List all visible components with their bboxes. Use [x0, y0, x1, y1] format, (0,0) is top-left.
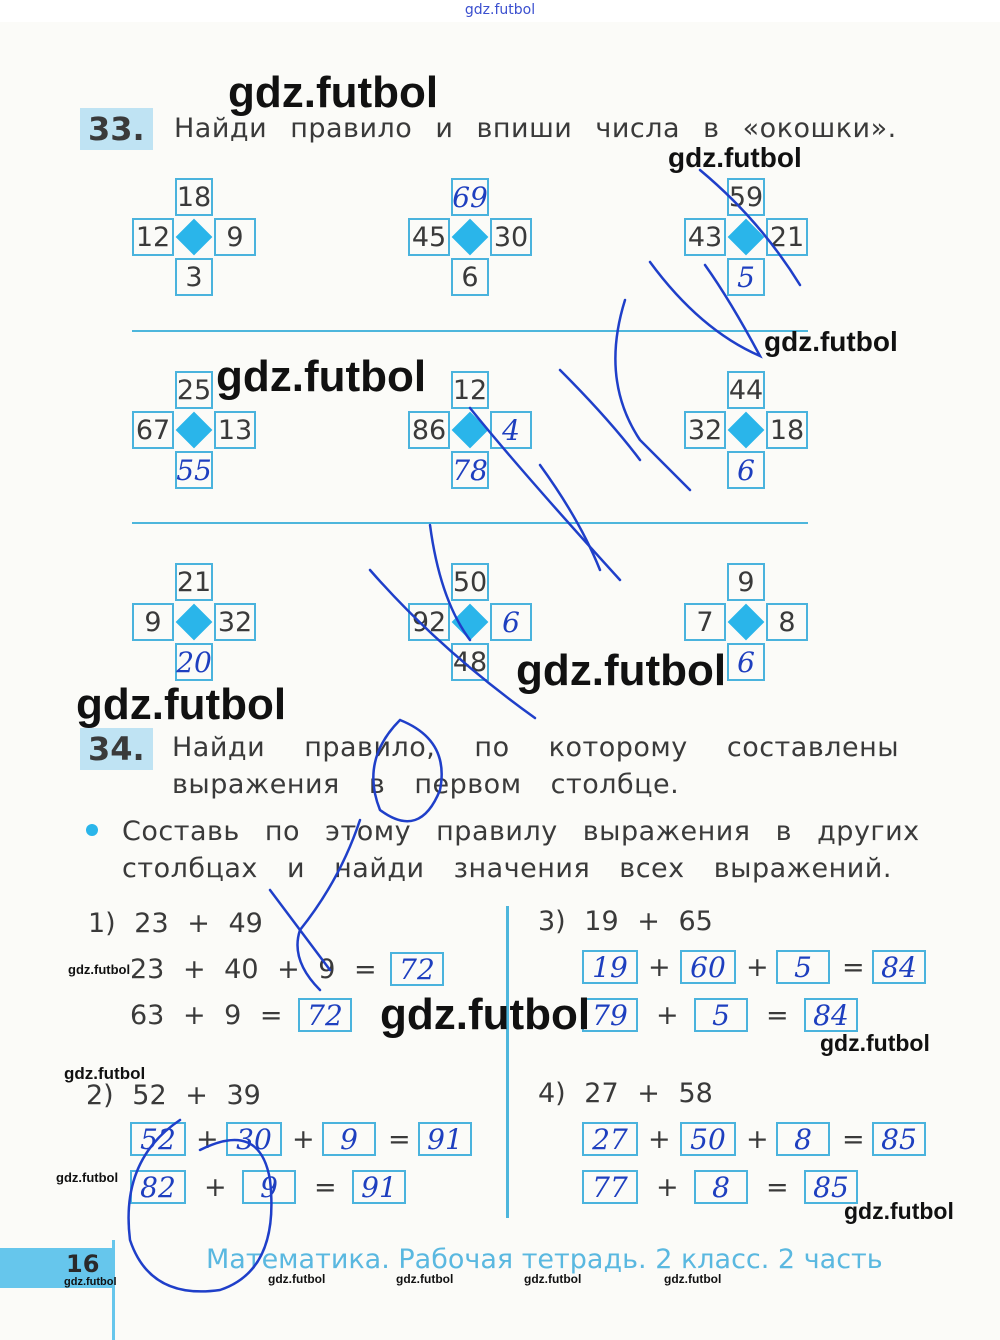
ex4-label: 4) 27 + 58 — [538, 1078, 713, 1109]
watermark-text: gdz.futbol — [64, 1276, 117, 1288]
cross-value: 21 — [769, 221, 805, 253]
watermark-text: gdz.futbol — [668, 142, 802, 173]
watermark-text: gdz.futbol — [524, 1272, 582, 1286]
cross-value: 43 — [687, 221, 723, 253]
ex4-d: 77 — [592, 1170, 628, 1204]
ex3-r1: 84 — [881, 950, 917, 984]
watermark-text: gdz.futbol — [56, 1170, 119, 1185]
cross-value: 55 — [176, 453, 212, 487]
ex4-c: 8 — [794, 1122, 812, 1156]
watermark-text: gdz.futbol — [68, 962, 131, 977]
cross-value: 12 — [135, 221, 171, 253]
cross-value: 32 — [217, 606, 253, 638]
equals-sign: = — [314, 1172, 337, 1203]
ex2-d: 82 — [140, 1170, 176, 1204]
cross-value: 50 — [452, 566, 488, 598]
ex1-row3: 63 + 9 = — [130, 1000, 283, 1031]
cross-value: 21 — [176, 566, 212, 598]
watermark-text: gdz.futbol — [216, 352, 427, 401]
equals-sign: = — [842, 952, 865, 983]
cross-value: 48 — [452, 646, 488, 678]
pen-stroke — [373, 720, 441, 821]
cross-value: 18 — [769, 414, 805, 446]
pen-stroke — [298, 820, 361, 990]
ex1-label: 1) 23 + 49 — [88, 908, 263, 939]
watermark-text: gdz.futbol — [820, 1030, 930, 1056]
ex2-c: 9 — [340, 1122, 358, 1156]
cross-value: 92 — [411, 606, 447, 638]
ex1-answer-1-value: 72 — [399, 952, 435, 986]
watermark-text: gdz.futbol — [664, 1272, 722, 1286]
pen-stroke — [615, 300, 690, 490]
ex2-e: 9 — [260, 1170, 278, 1204]
plus-sign: + — [648, 1124, 671, 1155]
plus-sign: + — [292, 1124, 315, 1155]
watermark-text: gdz.futbol — [844, 1198, 954, 1224]
book-title: Математика. Рабочая тетрадь. 2 класс. 2 часть — [206, 1244, 883, 1275]
cross-value: 32 — [687, 414, 723, 446]
watermark-text: gdz.futbol — [396, 1272, 454, 1286]
cross-value: 3 — [185, 261, 203, 293]
watermark-text: gdz.futbol — [380, 990, 591, 1039]
plus-sign: + — [746, 952, 769, 983]
cross-value: 6 — [737, 453, 755, 487]
cross-value: 78 — [452, 453, 488, 487]
page-number: 16 — [66, 1250, 100, 1278]
cross-value: 5 — [737, 260, 755, 294]
plus-sign: + — [648, 952, 671, 983]
cross-value: 20 — [176, 645, 212, 679]
cross-value: 18 — [176, 181, 212, 213]
watermark-text: gdz.futbol — [516, 646, 727, 695]
ex1-row2: 23 + 40 + 9 = — [130, 954, 377, 985]
ex3-r2: 84 — [813, 998, 849, 1032]
ex2-a: 52 — [140, 1122, 176, 1156]
pen-stroke — [430, 525, 470, 640]
plus-sign: + — [746, 1124, 769, 1155]
ex4-b: 50 — [690, 1122, 726, 1156]
cross-value: 67 — [135, 414, 171, 446]
plus-sign: + — [196, 1124, 219, 1155]
task-34-line2: выражения в первом столбце. — [172, 769, 680, 800]
equals-sign: = — [388, 1124, 411, 1155]
pen-stroke — [129, 1120, 272, 1291]
task-33-number: 33. — [80, 108, 153, 150]
watermark-text: gdz.futbol — [268, 1272, 326, 1286]
cross-value: 25 — [176, 374, 212, 406]
cross-value: 9 — [737, 566, 755, 598]
plus-sign: + — [656, 1172, 679, 1203]
ex4-r2: 85 — [813, 1170, 849, 1204]
ex2-r1: 91 — [427, 1122, 463, 1156]
watermark-text: gdz.futbol — [64, 1064, 146, 1083]
ex3-c: 5 — [794, 950, 812, 984]
ex2-b: 30 — [236, 1122, 272, 1156]
pen-stroke — [560, 370, 640, 460]
cross-value: 44 — [728, 374, 764, 406]
cross-value: 4 — [502, 413, 520, 447]
watermark-text: gdz.futbol — [764, 326, 898, 357]
pen-stroke — [540, 465, 600, 570]
cross-value: 8 — [778, 606, 796, 638]
task-34-line1: Найди правило, по которому составлены — [172, 732, 900, 763]
plus-sign: + — [656, 1000, 679, 1031]
ex3-d: 79 — [592, 998, 628, 1032]
equals-sign: = — [766, 1000, 789, 1031]
plus-sign: + — [204, 1172, 227, 1203]
ex2-label: 2) 52 + 39 — [86, 1080, 261, 1111]
pen-stroke — [470, 408, 620, 580]
cross-value: 9 — [226, 221, 244, 253]
ex3-label: 3) 19 + 65 — [538, 906, 713, 937]
task-33-text: Найди правило и впиши числа в «окошки». — [174, 113, 897, 144]
cross-value: 6 — [737, 645, 755, 679]
pen-stroke — [700, 170, 800, 285]
cross-value: 6 — [502, 605, 520, 639]
equals-sign: = — [766, 1172, 789, 1203]
ex4-e: 8 — [712, 1170, 730, 1204]
ex4-a: 27 — [592, 1122, 628, 1156]
watermark-text: gdz.futbol — [228, 68, 439, 117]
cross-value: 13 — [217, 414, 253, 446]
cross-value: 9 — [144, 606, 162, 638]
cross-value: 59 — [728, 181, 764, 213]
watermark-text: gdz.futbol — [76, 680, 287, 729]
cross-value: 86 — [411, 414, 447, 446]
task-34-number: 34. — [80, 728, 153, 770]
ex2-r2: 91 — [361, 1170, 397, 1204]
ex3-b: 60 — [690, 950, 726, 984]
cross-value: 45 — [411, 221, 447, 253]
pen-stroke — [370, 570, 535, 718]
cross-value: 69 — [452, 180, 488, 214]
top-watermark: gdz.futbol — [464, 2, 536, 18]
task-34-line4: столбцах и найди значения всех выражений. — [122, 853, 892, 884]
cross-value: 7 — [696, 606, 714, 638]
cross-value: 30 — [493, 221, 529, 253]
equals-sign: = — [842, 1124, 865, 1155]
ex3-e: 5 — [712, 998, 730, 1032]
ex3-a: 19 — [592, 950, 628, 984]
cross-value: 12 — [452, 374, 488, 406]
ex1-answer-2-value: 72 — [307, 998, 343, 1032]
task-34-line3: Составь по этому правилу выражения в других — [122, 816, 920, 847]
cross-value: 6 — [461, 261, 479, 293]
pen-stroke — [650, 262, 760, 356]
ex4-r1: 85 — [881, 1122, 917, 1156]
